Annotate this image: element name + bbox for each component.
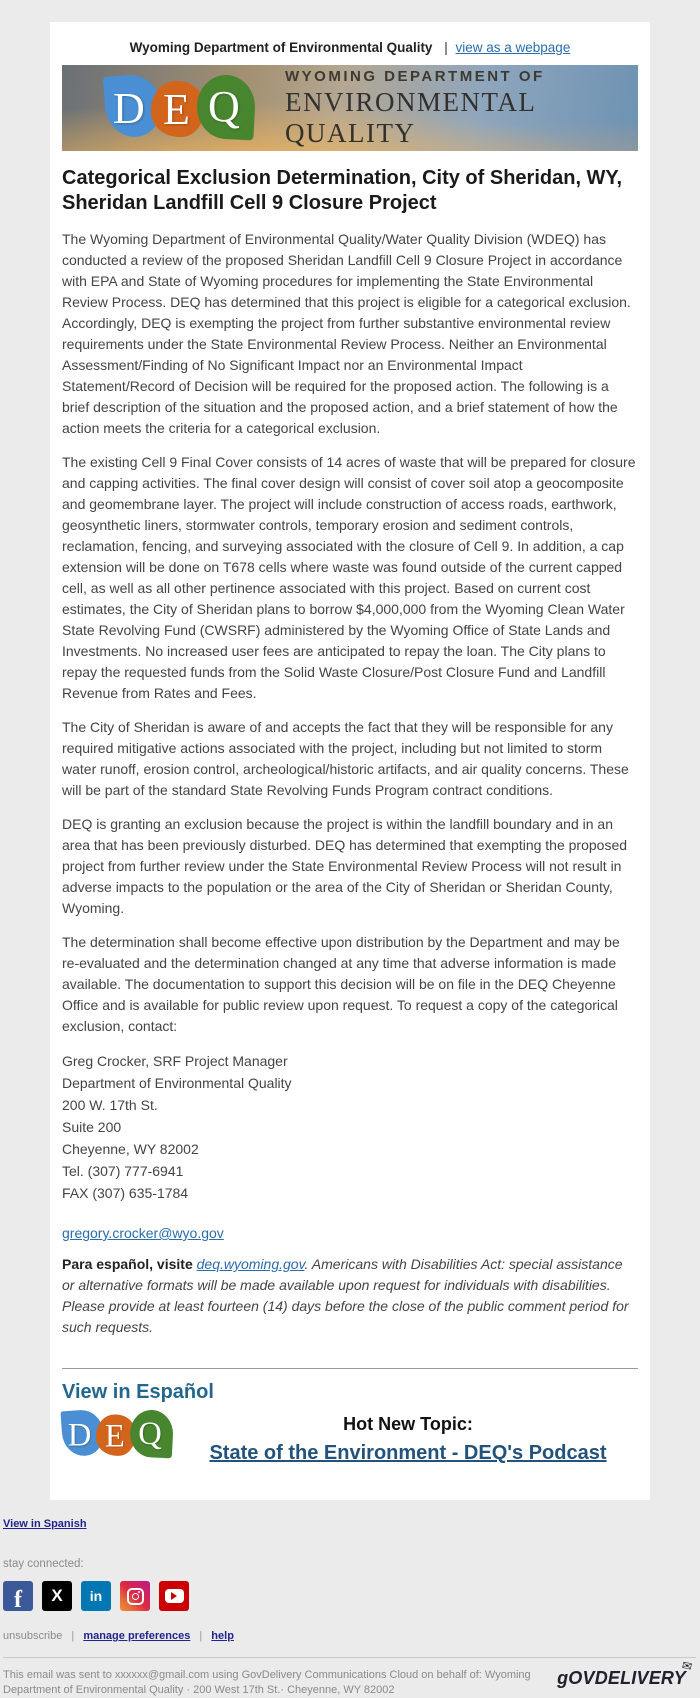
instagram-camera-icon (127, 1588, 144, 1605)
sent-disclaimer-text: This email was sent to xxxxxx@gmail.com using GovDelivery Communications Cloud on behalf of: Wyoming Department of Environmental Quality · 200 West 17th St.· Cheyenne, WY 82002 (3, 1669, 531, 1696)
contact-name: Greg Crocker, SRF Project Manager (62, 1053, 288, 1069)
instagram-flash-dot-icon (138, 1591, 140, 1593)
subscription-links-row (3, 1630, 696, 1642)
youtube-play-triangle-icon (171, 1592, 177, 1600)
promo-row (62, 1410, 638, 1476)
contact-block (62, 1050, 638, 1204)
paragraph-mitigation: The City of Sheridan is aware of and accepts the fact that they will be responsible for any required mitigative actions associated with the project, including but not limited to storm water runoff, erosion control, archeological/historic artifacts, and air quality concerns. These will be part of the standard State Revolving Funds Program contract conditions. (62, 719, 629, 798)
instagram-lens-icon (132, 1593, 139, 1600)
deq-logo-letter-d: D (67, 1416, 92, 1453)
deq-logo-letter-d: D (113, 84, 145, 133)
deq-logo-small (62, 1410, 174, 1459)
facebook-glyph: f (14, 1586, 22, 1611)
view-in-spanish-link[interactable]: View in Spanish (3, 1518, 87, 1530)
view-in-espanol-link[interactable]: View in Español (62, 1381, 214, 1403)
banner-dept-line: WYOMING DEPARTMENT OF (285, 67, 545, 85)
contact-suite: Suite 200 (62, 1119, 122, 1135)
unsubscribe-label[interactable]: unsubscribe (3, 1630, 63, 1642)
promo-center (178, 1410, 638, 1465)
youtube-icon[interactable] (159, 1581, 189, 1611)
deq-logo-letter-q: Q (208, 82, 240, 131)
article-body (62, 166, 638, 1338)
contact-email-line (62, 1225, 638, 1241)
stay-connected-label: stay connected: (3, 1558, 84, 1570)
pipe-separator: | (199, 1630, 203, 1642)
ada-spanish-lead: Para español, visite (62, 1256, 193, 1272)
contact-fax: FAX (307) 635-1784 (62, 1185, 189, 1201)
email-topline (62, 32, 638, 65)
pipe-separator: | (71, 1630, 75, 1642)
ada-italic-text: . Americans with Disabilities Act: special assistance or alternative formats will be made available upon request for individuals with disabilities. Please provide at least fourteen (14) days before the close of the public comment period for such requests. (62, 1256, 629, 1335)
contact-city: Cheyenne, WY 82002 (62, 1141, 199, 1157)
help-link[interactable]: help (211, 1630, 234, 1642)
ada-notice (62, 1254, 638, 1338)
org-name: Wyoming Department of Environmental Quality (129, 40, 433, 55)
podcast-link[interactable]: State of the Environment - DEQ's Podcast (209, 1442, 607, 1464)
deq-logo-letter-e: E (163, 85, 190, 134)
linkedin-glyph: in (89, 1588, 103, 1604)
paragraph-project-description: The existing Cell 9 Final Cover consists of 14 acres of waste that will be prepared for closure and capping activities. The final cover design will consist of cover soil atop a geocomposite and geomembrane layer. The project will include construction of access roads, earthwork, geosynthetic liners, stormwater controls, temporary erosion and sediment controls, reclamation, fencing, and surveying associated with the closure of Cell 9. In addition, a cap extension will be done on T678 cells where waste was found outside of the current capped cell, as well as all other pertinence associated with this project. Based on current cost estimates, the City of Sheridan plans to borrow $4,000,000 from the Wyoming Clean Water State Revolving Fund (CWSRF) administered by the Wyoming Office of State Lands and Investments. No increased user fees are anticipated to repay the loan. The City plans to repay the requested funds from the Solid Waste Closure/Post Closure Fund and Landfill Revenue from Rates and Fees. (62, 454, 636, 701)
instagram-icon[interactable] (120, 1581, 150, 1611)
topline-separator: | (444, 40, 448, 55)
social-icons-row (3, 1581, 696, 1611)
youtube-play-button-icon (165, 1589, 184, 1603)
paragraph-determination: The determination shall become effective upon distribution by the Department and may be re-evaluated and the determination changed at any time that adverse information is made available. The documentation to support this decision will be on file in the DEQ Cheyenne Office and is available for public review upon request. To request a copy of the categorical exclusion, contact: (62, 934, 620, 1034)
email-footer (0, 1500, 700, 1698)
deq-logo (105, 75, 257, 141)
govdelivery-logo-text: gOVDELIVERY (557, 1668, 686, 1688)
article-title: Categorical Exclusion Determination, City of Sheridan, WY, Sheridan Landfill Cell 9 Closure Project (62, 167, 623, 214)
facebook-icon[interactable] (3, 1581, 33, 1611)
banner-text (285, 68, 638, 149)
paragraph-overview: The Wyoming Department of Environmental Quality/Water Quality Division (WDEQ) has conducted a review of the proposed Sheridan Landfill Cell 9 Closure Project in accordance with EPA and State of Wyoming procedures for implementing the State Environmental Review Process. DEQ has determined that this project is eligible for a categorical exclusion. Accordingly, DEQ is exempting the project from further substantive environmental review requirements under the State Environmental Review Process. Neither an Environmental Assessment/Finding of No Significant Impact nor an Environmental Impact Statement/Record of Decision will be required for the proposed action. The following is a brief description of the situation and the proposed action, and a brief statement of how the action meets the criteria for a categorical exclusion. (62, 231, 631, 436)
x-glyph: X (51, 1586, 63, 1605)
linkedin-icon[interactable] (81, 1581, 111, 1611)
paragraph-exclusion-reason: DEQ is granting an exclusion because the project is within the landfill boundary and in an area that has been previously disturbed. DEQ has determined that exempting the proposed project from further review under the State Environmental Review Process will not result in adverse impacts to the population or the area of the City of Sheridan or Sheridan County, Wyoming. (62, 816, 628, 916)
banner-quality-line: ENVIRONMENTAL QUALITY (285, 86, 536, 148)
deq-logo-small-wrap (62, 1410, 178, 1462)
govdelivery-bar (3, 1658, 696, 1698)
envelope-icon: ✉ (680, 1658, 694, 1674)
manage-preferences-link[interactable]: manage preferences (83, 1630, 191, 1642)
section-divider (62, 1368, 638, 1369)
contact-department: Department of Environmental Quality (62, 1075, 292, 1091)
deq-logo-letter-q: Q (138, 1415, 162, 1452)
contact-street: 200 W. 17th St. (62, 1097, 158, 1113)
view-as-webpage-link[interactable]: view as a webpage (455, 40, 571, 55)
deq-wyoming-gov-link[interactable]: deq.wyoming.gov (196, 1256, 305, 1272)
x-twitter-icon[interactable] (42, 1581, 72, 1611)
contact-email-link[interactable]: gregory.crocker@wyo.gov (62, 1225, 224, 1241)
hot-new-topic-label: Hot New Topic: (343, 1414, 473, 1434)
deq-logo-letter-e: E (104, 1417, 125, 1454)
email-content-card (50, 22, 650, 1500)
deq-header-banner (62, 65, 638, 151)
govdelivery-logo (557, 1658, 694, 1689)
contact-phone: Tel. (307) 777-6941 (62, 1163, 184, 1179)
